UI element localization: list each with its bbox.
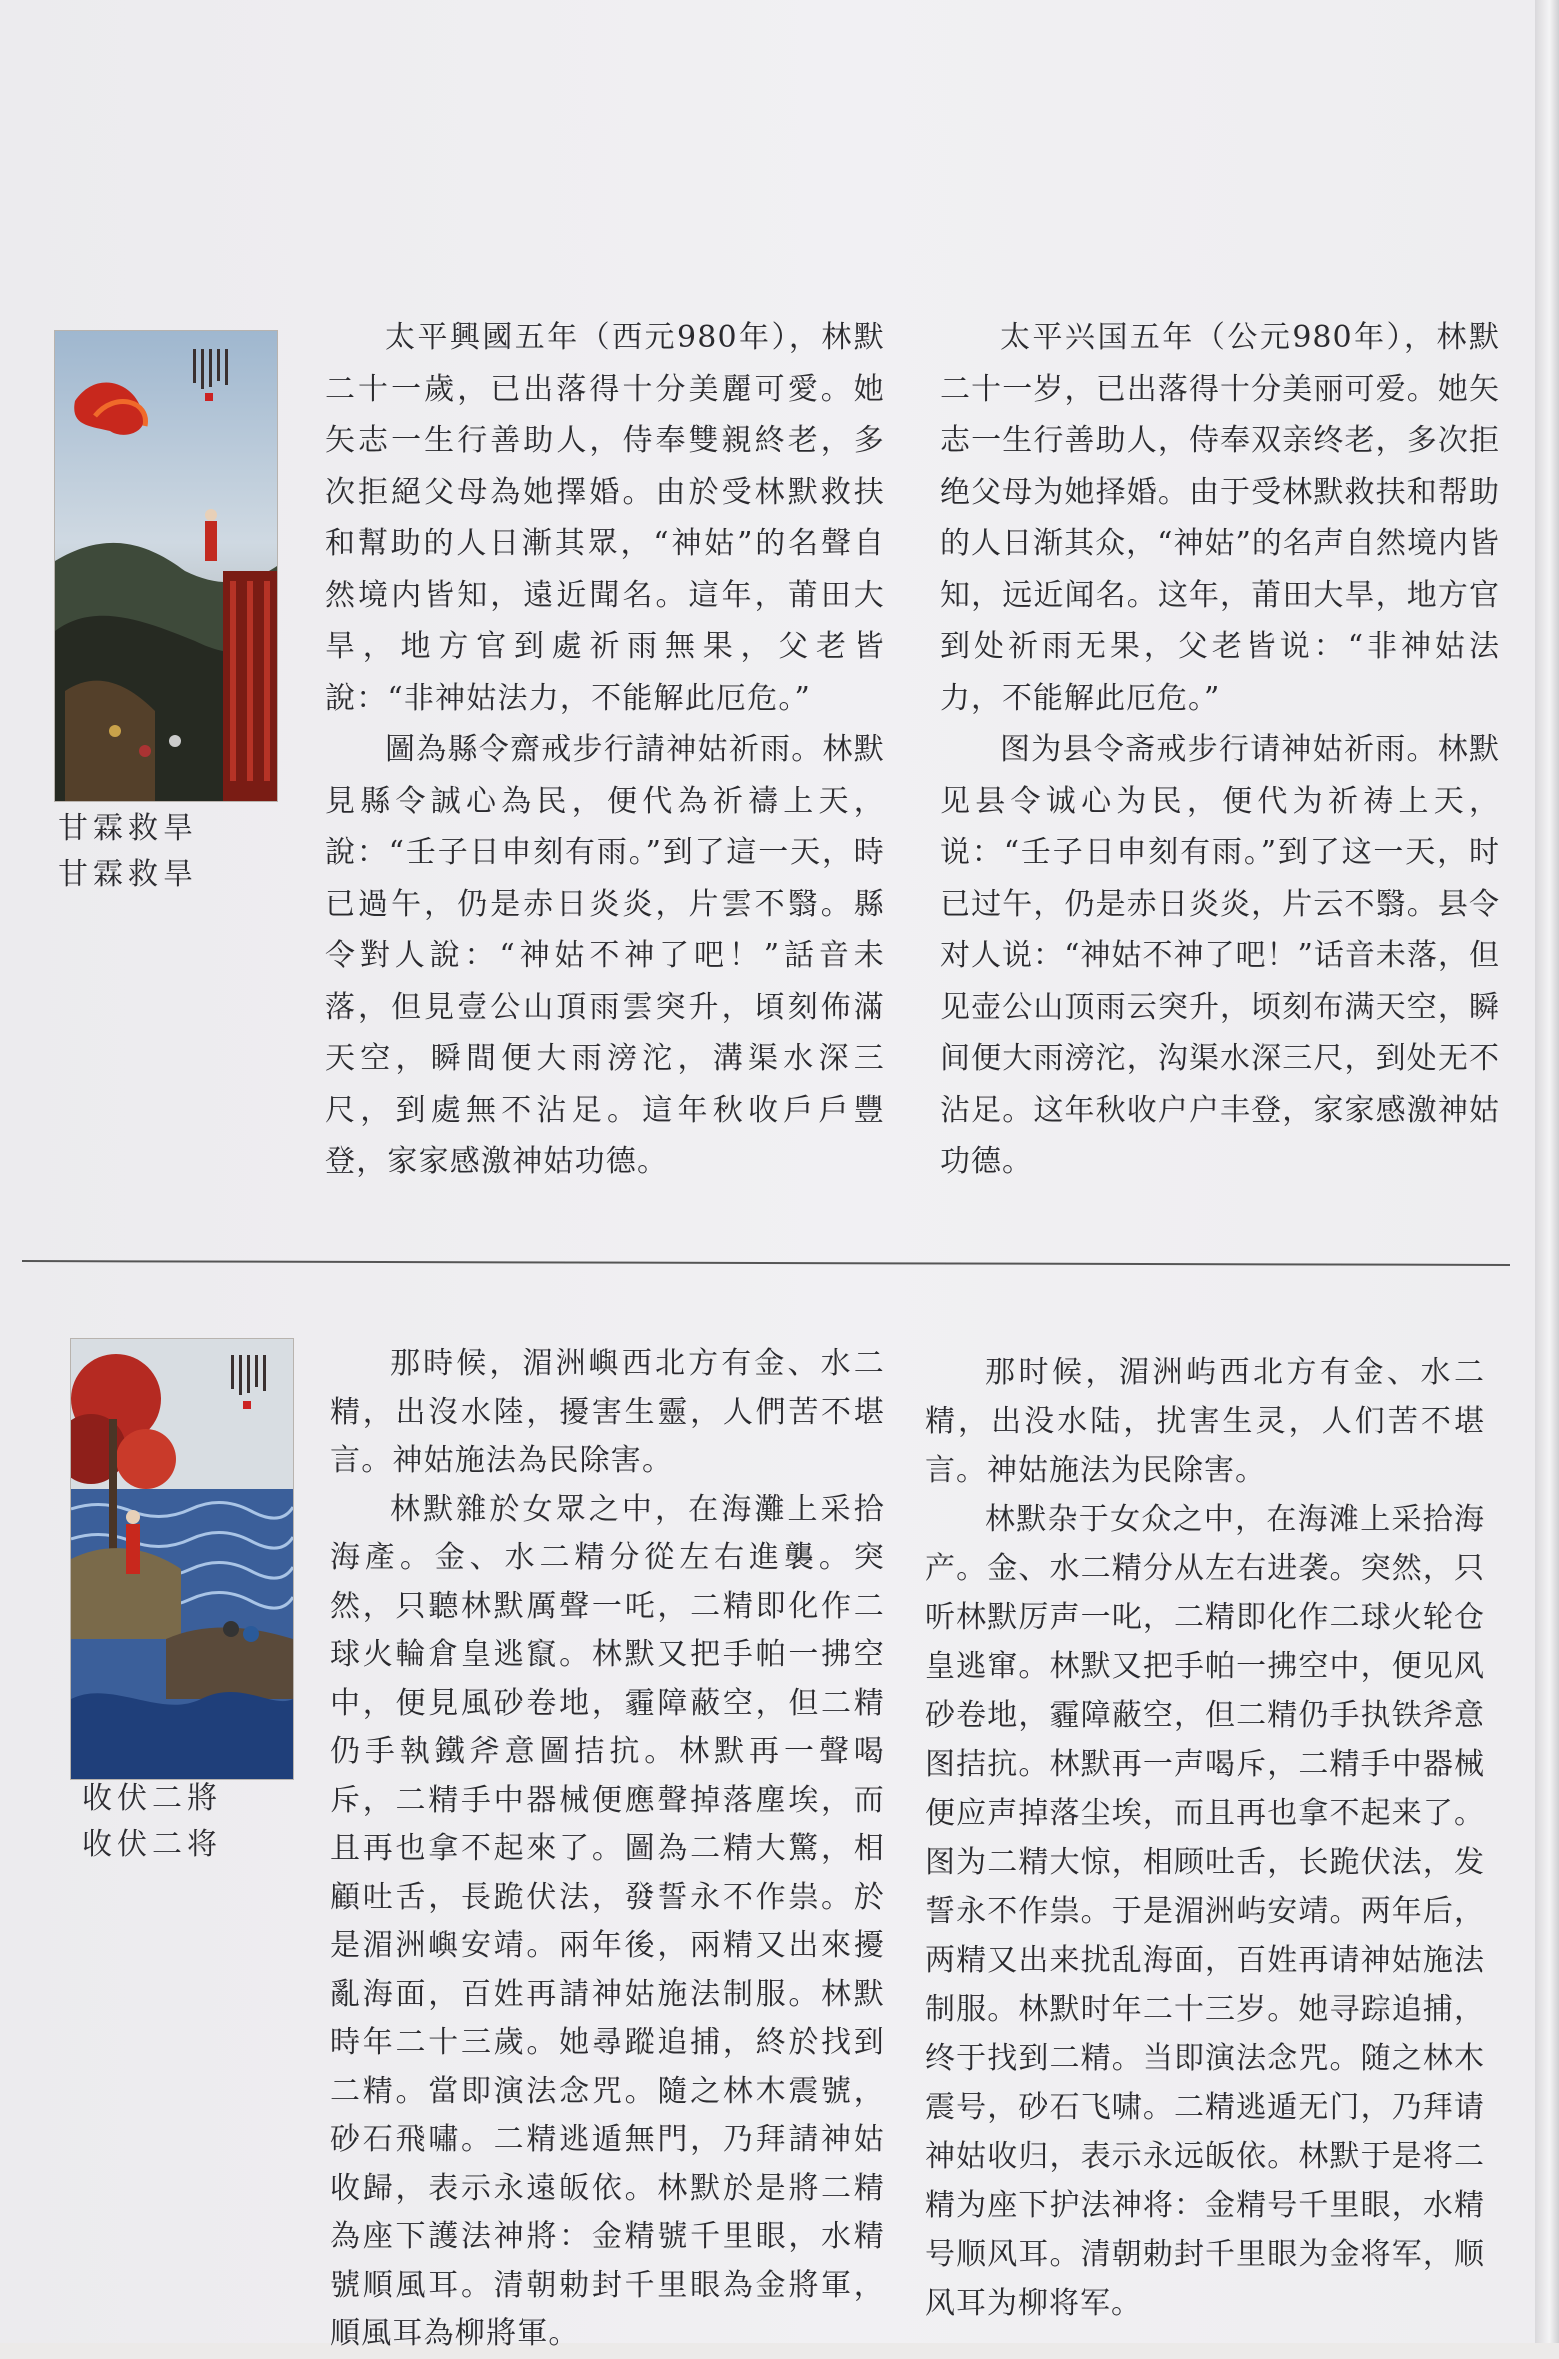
painting-subduing-generals xyxy=(70,1338,294,1780)
caption-traditional: 收伏二將 xyxy=(82,1781,222,1816)
section-divider xyxy=(22,1260,1510,1266)
traditional-text-2 xyxy=(330,1340,885,2359)
caption-simplified: 甘霖救旱 xyxy=(58,857,198,892)
caption-block-2 xyxy=(82,1776,222,1868)
paragraph: 林默雜於女眾之中，在海灘上采拾海產。金、水二精分從左右進襲。突然，只聽林默厲聲一吒，二精即化作二球火輪倉皇逃竄。林默又把手帕一拂空中，便見風砂卷地，霾障蔽空，但二精仍手執鐵斧意圖拮抗。林默再一聲喝斥，二精手中器械便應聲掉落塵埃，而且再也拿不起來了。圖為二精大驚，相顧吐舌，長跪伏法，發誓永不作祟。於是湄洲嶼安靖。兩年後，兩精又出來擾亂海面，百姓再請神姑施法制服。林默時年二十三歲。她尋蹤追捕，終於找到二精。當即演法念咒。隨之林木震號，砂石飛嘯。二精逃遁無門，乃拜請神姑收歸，表示永遠皈依。林默於是將二精為座下護法神將：金精號千里眼，水精號順風耳。清朝勅封千里眼為金將軍，順風耳為柳將軍。 xyxy=(330,1491,885,2351)
binding-edge xyxy=(1535,0,1559,2343)
paragraph: 图为县令斋戒步行请神姑祈雨。林默见县令诚心为民，便代为祈祷上天，说：“壬子日申刻有雨。”到了这一天，时已过午，仍是赤日炎炎，片云不翳。县令对人说：“神姑不神了吧！”话音未落，但见壶公山顶雨云突升，顷刻布满天空，瞬间便大雨滂沱，沟渠水深三尺，到处无不沾足。这年秋收户户丰登，家家感激神姑功德。 xyxy=(940,732,1500,1179)
paragraph: 那時候，湄洲嶼西北方有金、水二精，出沒水陸，擾害生靈，人們苦不堪言。神姑施法為民除害。 xyxy=(330,1346,885,1478)
caption-block-1 xyxy=(58,806,198,898)
painting-drought-relief xyxy=(54,330,278,802)
painting-subduing-generals-image xyxy=(71,1339,293,1779)
painting-drought-relief-image xyxy=(55,331,277,801)
caption-simplified: 收伏二将 xyxy=(82,1827,222,1862)
paragraph: 圖為縣令齋戒步行請神姑祈雨。林默見縣令誠心為民，便代為祈禱上天，說：“壬子日申刻有雨。”到了這一天，時已過午，仍是赤日炎炎，片雲不翳。縣令對人說：“神姑不神了吧！”話音未落，但見壹公山頂雨雲突升，頃刻佈滿天空，瞬間便大雨滂沱，溝渠水深三尺，到處無不沾足。這年秋收戶戶豐登，家家感激神姑功德。 xyxy=(325,732,885,1179)
simplified-text-1 xyxy=(940,312,1500,1188)
paragraph: 林默杂于女众之中，在海滩上采拾海产。金、水二精分从左右进袭。突然，只听林默厉声一叱，二精即化作二球火轮仓皇逃窜。林默又把手帕一拂空中，便见风砂卷地，霾障蔽空，但二精仍手执铁斧意图拮抗。林默再一声喝斥，二精手中器械便应声掉落尘埃，而且再也拿不起来了。图为二精大惊，相顾吐舌，长跪伏法，发誓永不作祟。于是湄洲屿安靖。两年后，两精又出来扰乱海面，百姓再请神姑施法制服。林默时年二十三岁。她寻踪追捕，终于找到二精。当即演法念咒。随之林木震号，砂石飞啸。二精逃遁无门，乃拜请神姑收归，表示永远皈依。林默于是将二精为座下护法神将：金精号千里眼，水精号顺风耳。清朝勅封千里眼为金将军，顺风耳为柳将军。 xyxy=(925,1502,1485,2321)
paragraph: 太平兴国五年（公元980年），林默二十一岁，已出落得十分美丽可爱。她矢志一生行善助人，侍奉双亲终老，多次拒绝父母为她择婚。由于受林默救扶和帮助的人日渐其众，“神姑”的名声自然境内皆知，远近闻名。这年，莆田大旱，地方官到处祈雨无果，父老皆说：“非神姑法力，不能解此厄危。” xyxy=(940,320,1500,716)
traditional-text-1 xyxy=(325,312,885,1188)
caption-traditional: 甘霖救旱 xyxy=(58,811,198,846)
paragraph: 太平興國五年（西元980年），林默二十一歲，已出落得十分美麗可愛。她矢志一生行善助人，侍奉雙親終老，多次拒絕父母為她擇婚。由於受林默救扶和幫助的人日漸其眾，“神姑”的名聲自然境内皆知，遠近聞名。這年，莆田大旱，地方官到處祈雨無果，父老皆說：“非神姑法力，不能解此厄危。” xyxy=(325,320,885,716)
paragraph: 那时候，湄洲屿西北方有金、水二精，出没水陆，扰害生灵，人们苦不堪言。神姑施法为民除害。 xyxy=(925,1355,1485,1488)
simplified-text-2 xyxy=(925,1348,1485,2328)
